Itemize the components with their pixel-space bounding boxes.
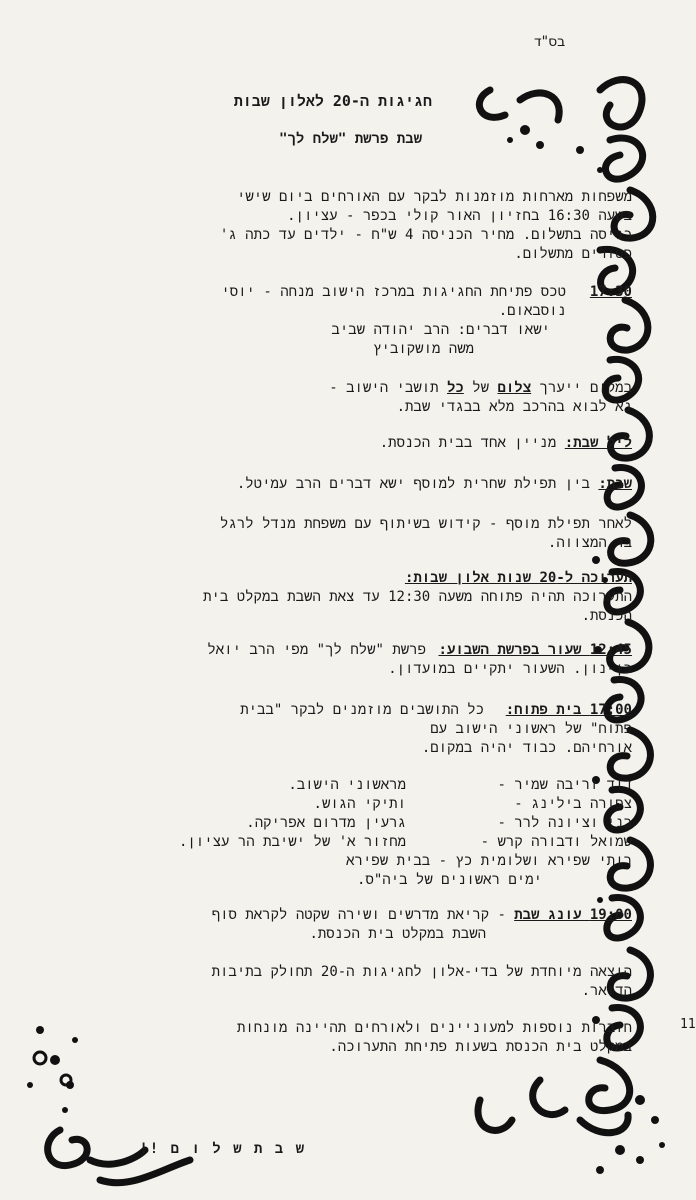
host-name: שמואל ודבורה קרש - [480, 834, 632, 850]
photo-emphasis: כל [447, 380, 464, 396]
exhibition-line: הכנסת. [581, 608, 632, 624]
intro-line: משפחות מארחות מוזמנות לבקר עם האורחים ביום שישי [236, 189, 632, 205]
host-desc: מחזור א' של ישיבת הר עציון. [178, 834, 406, 850]
host-extra: ימים ראשונים של ביה"ס. [357, 872, 542, 888]
ceremony-speakers: ישאו דברים: הרב יהודה שביב [331, 322, 550, 338]
page-title: חגיגות ה-20 לאלון שבות [233, 92, 432, 110]
lesson-text: בן-נון. השעור יתקיים במועדון. [388, 661, 632, 677]
exhibition-heading: תערוכה ל-20 שנות אלון שבות: [404, 570, 632, 586]
friday-night-label: ליל שבת: [564, 435, 632, 451]
intro-line: פטורים מתשלום. [514, 246, 632, 262]
lesson-text: פרשת "שלח לך" מפי הרב יואל [207, 642, 426, 658]
shabbat-line: שבת: בין תפילת שחרית למוסף ישא דברים הרב עמיטל. [236, 476, 632, 492]
photo-line: במקום ייערך צלום של כל תושבי הישוב - [329, 380, 632, 396]
intro-line: בשעה 16:30 בחזיון האור קולי בכפר - עציון. [287, 208, 632, 224]
host-desc: גרעין מדרום אפריקה. [246, 815, 406, 831]
closing-greeting: ש ב ת ש ל ו ם !! [139, 1141, 306, 1157]
ceremony-time: 17:30 [589, 284, 632, 300]
host-extra: רותי שפירא ושלומית כץ - בבית שפירא [346, 853, 632, 869]
photo-emphasis: צלום [497, 380, 532, 396]
open-house-text: כל התושבים מוזמנים לבקר "בבית [240, 702, 484, 718]
publication-line: הדואר. [581, 983, 632, 999]
oneg-heading: 19:00 עונג שבת [514, 907, 632, 923]
host-desc: ותיקי הגוש. [313, 796, 406, 812]
ceremony-text: נוסבאום. [498, 303, 566, 319]
booklets-line: במקלט בית הכנסת בשעות פתיחת התערוכה. [329, 1039, 632, 1055]
ceremony-text: טכס פתיחת החגיגות במרכז הישוב מנחה - יוסי [221, 284, 566, 300]
host-name: צפורה בילינג - [514, 796, 632, 812]
shabbat-label: שבת: [598, 476, 632, 492]
open-house-text: אורחיהם. כבוד יהיה במקום. [421, 740, 632, 756]
ceremony-speakers: משה מושקוביץ [373, 341, 474, 357]
exhibition-line: התערוכה תהיה פתוחה משעה 12:30 עד צאת השבת במקלט בית [203, 589, 632, 605]
lesson-heading: 12:45 שעור בפרשת השבוע: [438, 642, 632, 658]
friday-night-line: ליל שבת: מניין אחד בבית הכנסת. [379, 435, 632, 451]
booklets-line: חוברות נוספות למעוניינים ולאורחים תהיינה מונחות [236, 1020, 632, 1036]
bsd-marking: בס"ד [534, 34, 566, 50]
oneg-text: השבת במקלט בית הכנסת. [309, 926, 486, 942]
open-house-heading: 17:00 בית פתוח: [505, 702, 632, 718]
intro-line: כניסה בתשלום. מחיר הכניסה 4 ש"ח - ילדים עד כתה ג' [219, 227, 632, 243]
open-house-text: פתוח" של ראשוני הישוב עם [430, 721, 632, 737]
host-name: דוד וריבה שמיר - [497, 777, 632, 793]
page-subtitle: שבת פרשת "שלח לך" [279, 131, 422, 147]
kiddush-line: לאחר תפילת מוסף - קידוש בשיתוף עם משפחת מנדל לרגל [220, 516, 632, 532]
publication-line: הוצאה מיוחדת של בדי-אלון לחגיגות ה-20 תחולק בתיבות [211, 964, 632, 980]
kiddush-line: בר המצווה. [547, 535, 632, 551]
margin-mark: 11 [680, 1017, 696, 1032]
host-name: בני וציונה לרר - [497, 815, 632, 831]
host-desc: מראשוני הישוב. [288, 777, 406, 793]
oneg-text: - קריאת מדרשים ושירה שקטה לקראת סוף [211, 907, 506, 923]
photo-line: נא לבוא בהרכב מלא בבגדי שבת. [396, 399, 632, 415]
